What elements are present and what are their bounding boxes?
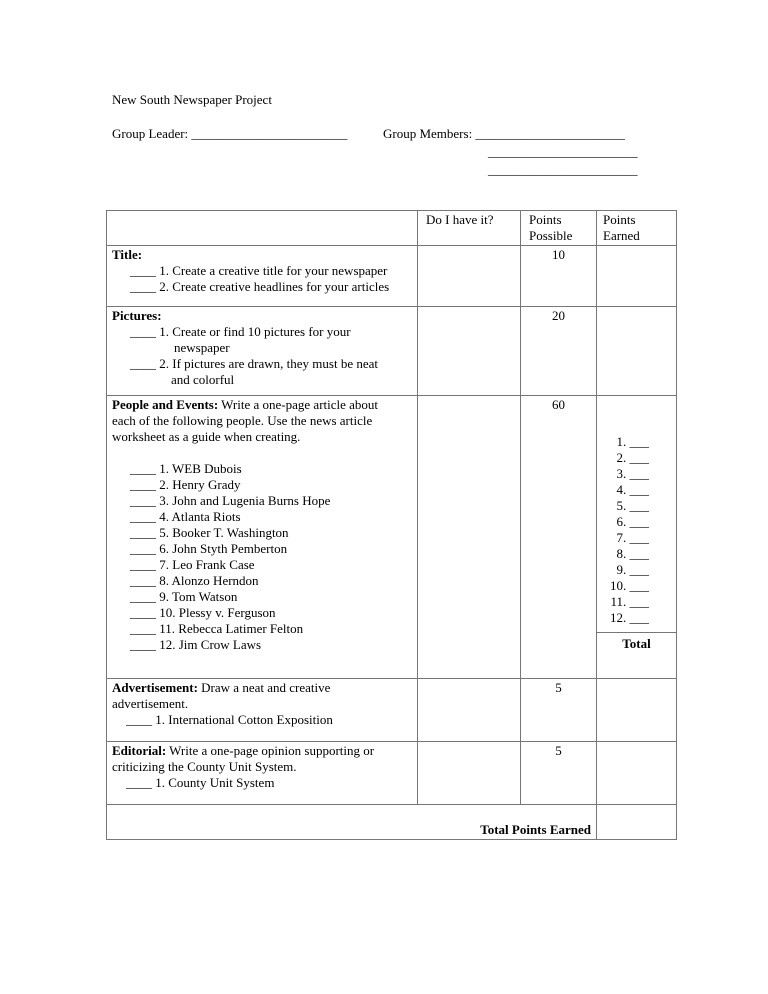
- points-earned-cell[interactable]: [597, 742, 677, 805]
- have-it-checkbox-cell[interactable]: [418, 307, 521, 396]
- list-item: ____ 10. Plessy v. Ferguson: [130, 605, 276, 620]
- advertisement-task-cell: [107, 679, 418, 742]
- list-item: ____ 7. Leo Frank Case: [130, 557, 255, 572]
- section-description: [112, 743, 412, 759]
- points-earned-cell[interactable]: [597, 246, 677, 307]
- list-item: ____ 12. Jim Crow Laws: [130, 637, 262, 652]
- section-description: [112, 680, 412, 696]
- total-points-earned-cell[interactable]: [597, 805, 677, 840]
- earned-item: 4. ___: [616, 482, 649, 497]
- title-task-cell: [107, 246, 418, 307]
- rubric-table: [106, 210, 677, 840]
- group-member-line: _______________________: [488, 162, 638, 177]
- list-item: ____ 11. Rebecca Latimer Felton: [130, 621, 304, 636]
- list-item: ____ 1. County Unit System: [126, 775, 275, 790]
- section-heading: People and Events:: [112, 397, 219, 412]
- description-text: advertisement.: [112, 696, 189, 711]
- people-events-row: [107, 396, 677, 679]
- group-members-field: Group Members: _______________________: [383, 126, 625, 141]
- people-total-label: Total: [597, 632, 676, 652]
- earned-item: 1. ___: [616, 434, 649, 449]
- title-row: [107, 246, 677, 307]
- earned-item: 5. ___: [616, 498, 649, 513]
- list-item: ____ 6. John Styth Pemberton: [130, 541, 288, 556]
- have-it-checkbox-cell[interactable]: [418, 679, 521, 742]
- description-text: each of the following people. Use the news article: [112, 413, 373, 428]
- have-it-checkbox-cell[interactable]: [418, 246, 521, 307]
- points-earned-cell[interactable]: [597, 679, 677, 742]
- earned-item: 6. ___: [616, 514, 649, 529]
- section-heading: Advertisement:: [112, 680, 198, 695]
- points-possible-value: 5: [521, 679, 597, 742]
- header-row: [107, 211, 677, 246]
- pictures-task-cell: [107, 307, 418, 396]
- earned-item: 3. ___: [616, 466, 649, 481]
- list-item: ____ 1. Create or find 10 pictures for your: [130, 324, 351, 339]
- description-text: Draw a neat and creative: [197, 680, 331, 695]
- points-earned-cell[interactable]: [597, 307, 677, 396]
- header-points-possible-line2: Possible: [529, 228, 573, 243]
- earned-item: 11. ___: [610, 594, 649, 609]
- earned-item: 10. ___: [610, 578, 649, 593]
- have-it-checkbox-cell[interactable]: [418, 742, 521, 805]
- list-item: ____ 2. Henry Grady: [130, 477, 241, 492]
- editorial-row: [107, 742, 677, 805]
- description-text: Write a one-page opinion supporting or: [166, 743, 375, 758]
- header-points-earned-line2: Earned: [603, 228, 640, 243]
- total-points-earned-label: Total Points Earned: [107, 805, 597, 840]
- list-item: ____ 2. If pictures are drawn, they must be neat: [130, 356, 379, 371]
- points-possible-value: 10: [521, 246, 597, 307]
- earned-item: 12. ___: [610, 610, 649, 625]
- points-possible-value: 5: [521, 742, 597, 805]
- group-member-line: _______________________: [488, 144, 638, 159]
- earned-item: 8. ___: [616, 546, 649, 561]
- people-task-cell: [107, 396, 418, 679]
- points-possible-value: 20: [521, 307, 597, 396]
- list-item: ____ 1. International Cotton Exposition: [126, 712, 333, 727]
- earned-item: 2. ___: [616, 450, 649, 465]
- section-description: [112, 397, 412, 413]
- list-item: ____ 4. Atlanta Riots: [130, 509, 241, 524]
- section-heading: Pictures:: [112, 308, 162, 323]
- page-title: New South Newspaper Project: [112, 92, 272, 107]
- header-points-earned: [597, 211, 677, 246]
- points-earned-cell[interactable]: [597, 396, 677, 679]
- section-heading: Editorial:: [112, 743, 167, 758]
- section-heading: Title:: [112, 247, 143, 262]
- header-points-possible-line1: Points: [529, 212, 562, 227]
- group-leader-field: Group Leader: ________________________: [112, 126, 348, 141]
- list-item: ____ 5. Booker T. Washington: [130, 525, 289, 540]
- header-task-cell: [107, 211, 418, 246]
- header-points-earned-line1: Points: [603, 212, 636, 227]
- list-item: ____ 3. John and Lugenia Burns Hope: [130, 493, 331, 508]
- list-item: ____ 2. Create creative headlines for your articles: [130, 279, 390, 294]
- earned-item: 7. ___: [616, 530, 649, 545]
- description-text: worksheet as a guide when creating.: [112, 429, 301, 444]
- total-row: [107, 805, 677, 840]
- header-points-possible: [521, 211, 597, 246]
- description-text: Write a one-page article about: [218, 397, 379, 412]
- list-item-continuation: and colorful: [171, 372, 235, 387]
- list-item-continuation: newspaper: [174, 340, 230, 355]
- have-it-checkbox-cell[interactable]: [418, 396, 521, 679]
- list-item: ____ 8. Alonzo Herndon: [130, 573, 259, 588]
- list-item: ____ 1. Create a creative title for your newspaper: [130, 263, 388, 278]
- earned-list: [602, 434, 671, 626]
- advertisement-row: [107, 679, 677, 742]
- pictures-row: [107, 307, 677, 396]
- points-possible-value: 60: [521, 396, 597, 679]
- header-have-it: Do I have it?: [418, 211, 521, 246]
- editorial-task-cell: [107, 742, 418, 805]
- description-text: criticizing the County Unit System.: [112, 759, 297, 774]
- earned-item: 9. ___: [616, 562, 649, 577]
- list-item: ____ 9. Tom Watson: [130, 589, 238, 604]
- list-item: ____ 1. WEB Dubois: [130, 461, 242, 476]
